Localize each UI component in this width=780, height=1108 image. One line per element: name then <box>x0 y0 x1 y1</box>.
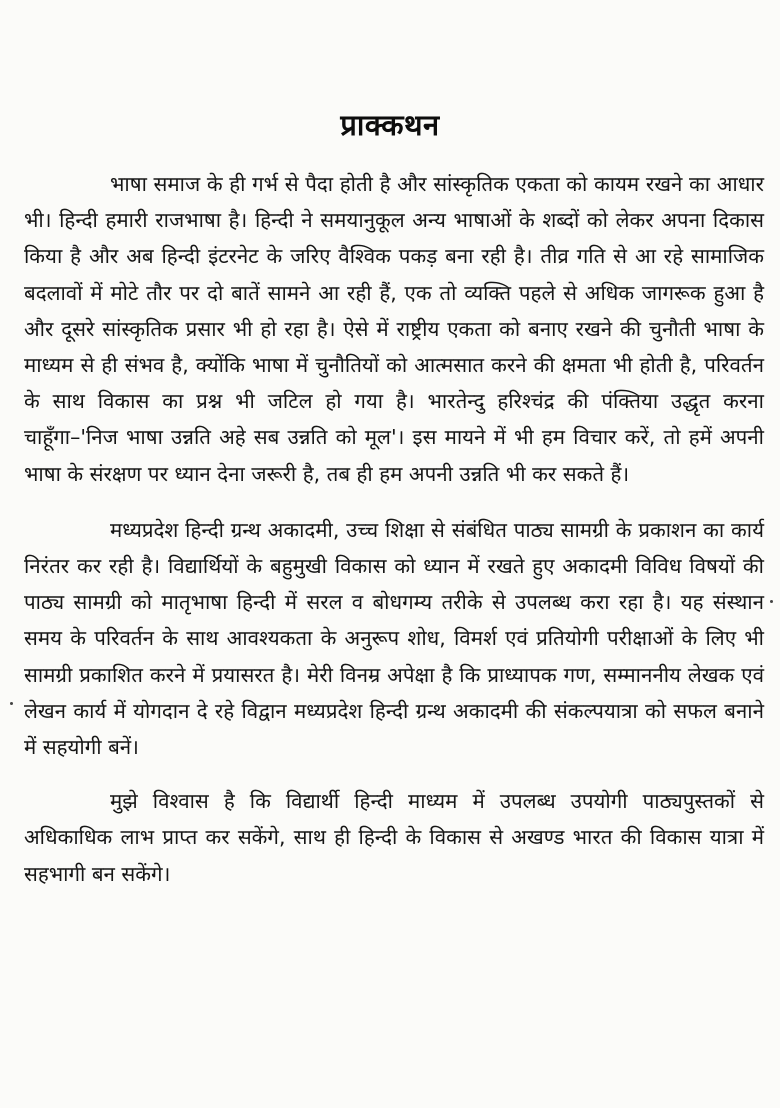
scan-speck <box>10 702 13 705</box>
page-title: प्राक्कथन <box>340 108 440 143</box>
paragraph-closing-wish: मुझे विश्वास है कि विद्यार्थी हिन्दी माध्यम में उपलब्ध उपयोगी पाठ्यपुस्तकों से अधिकाधिक लाभ प्राप्त कर सकेंगे, साथ ही हिन्दी के विकास से अखण्ड भारत की विकास यात्रा में सहभागी बन सकेंगे। <box>24 789 764 886</box>
paragraph-language-and-unity: भाषा समाज के ही गर्भ से पैदा होती है और सांस्कृतिक एकता को कायम रखने का आधार भी। हिन्दी हमारी राजभाषा है। हिन्दी ने समयानुकूल अन्य भाषाओं के शब्दों को लेकर अपना दिकास किया है और अब हिन्दी इंटरनेट के जरिए वैश्विक पकड़ बना रही है। तीव्र गति से आ रहे सामाजिक बदलावों में मोटे तौर पर दो बातें सामने आ रही हैं, एक तो व्यक्ति पहले से अधिक जागरूक हुआ है और दूसरे सांस्कृतिक प्रसार भी हो रहा है। ऐसे में राष्ट्रीय एकता को बनाए रखने की चुनौती भाषा के माध्यम से ही संभव है, क्योंकि भाषा में चुनौतियों को आत्मसात करने की क्षमता भी होती है, परिवर्तन के साथ विकास का प्रश्न भी जटिल हो गया है। भारतेन्दु हरिश्चंद्र की पंक्तिया उद्धृत करना चाहूँगा–'निज भाषा उन्नति अहे सब उन्नति को मूल'। इस मायने में भी हम विचार करें, तो हमें अपनी भाषा के संरक्षण पर ध्यान देना जरूरी है, तब ही हम अपनी उन्नति भी कर सकते हैं। <box>24 172 764 486</box>
paragraph-granth-academy: मध्यप्रदेश हिन्दी ग्रन्थ अकादमी, उच्च शिक्षा से संबंधित पाठ्य सामग्री के प्रकाशन का कार्य निरंतर कर रही है। विद्यार्थियों के बहुमुखी विकास को ध्यान में रखते हुए अकादमी विविध विषयों की पाठ्य सामग्री को मातृभाषा हिन्दी में सरल व बोधगम्य तरीके से उपलब्ध करा रहा है। यह संस्थान समय के परिवर्तन के साथ आवश्यकता के अनुरूप शोध, विमर्श एवं प्रतियोगी परीक्षाओं के लिए भी सामग्री प्रकाशित करने में प्रयासरत है। मेरी विनम्र अपेक्षा है कि प्राध्यापक गण, सम्माननीय लेखक एवं लेखन कार्य में योगदान दे रहे विद्वान मध्यप्रदेश हिन्दी ग्रन्थ अकादमी की संकल्पयात्रा को सफल बनाने में सहयोगी बनें। <box>24 517 764 760</box>
document-body <box>24 166 764 892</box>
scan-speck <box>770 600 773 603</box>
